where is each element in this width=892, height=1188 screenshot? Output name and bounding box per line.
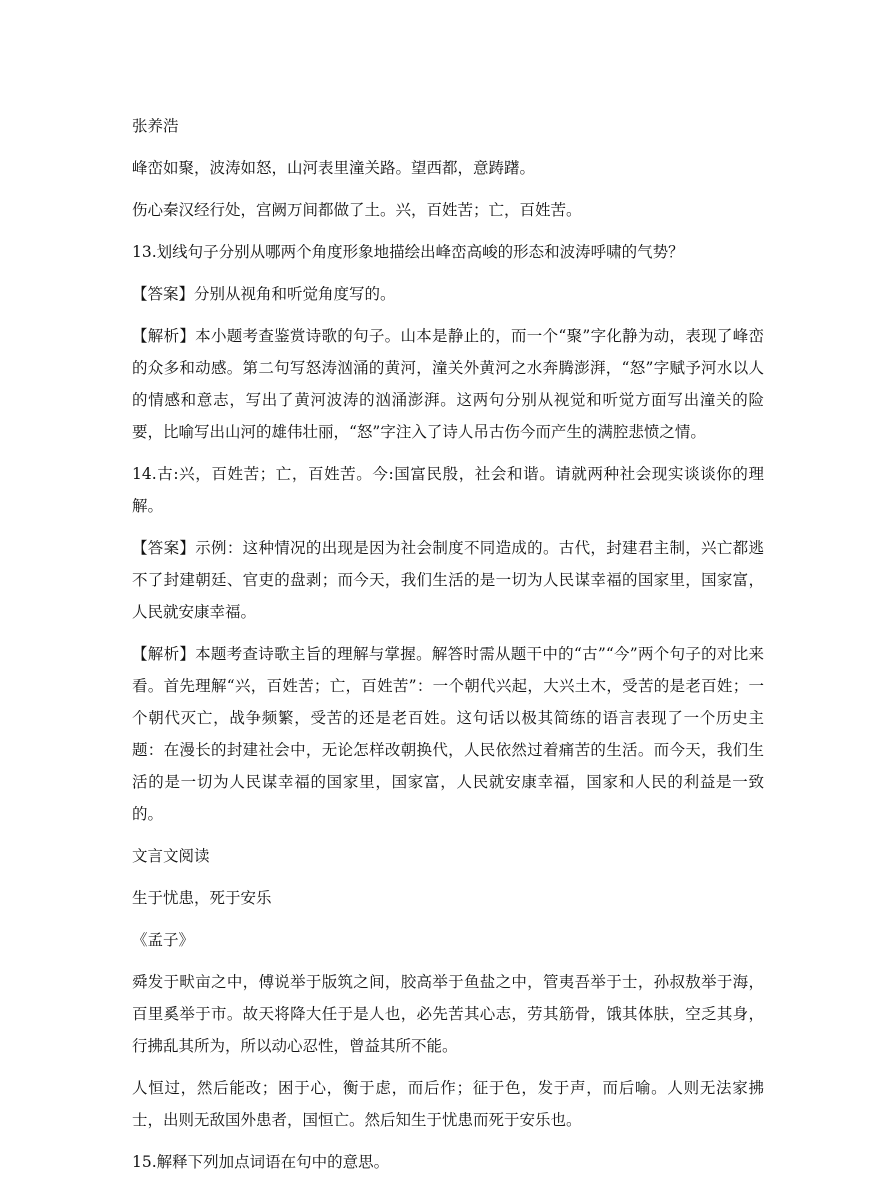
section-title: 文言文阅读 (132, 847, 210, 865)
question-15: 15.解释下列加点词语在句中的意思。 (132, 1153, 390, 1171)
analysis-tag: 【解析】 (132, 645, 196, 663)
poem-author: 张养浩 (132, 117, 179, 135)
text-source: 《孟子》 (132, 931, 195, 949)
analysis-13 (132, 320, 764, 448)
analysis-text: 本题考查诗歌主旨的理解与掌握。解答时需从题干中的“古”“今”两个句子的对比来看。首先理解“兴，百姓苦；亡，百姓苦”：一个朝代兴起，大兴土木，受苦的是老百姓；一个朝代灭亡，战争频繁，受苦的还是老百姓。这句话以极其简练的语言表现了一个历史主题：在漫长的封建社会中，无论怎样改朝换代，人民依然过着痛苦的生活。而今天，我们生活的是一切为人民谋幸福的国家里，国家富，人民就安康幸福，国家和人民的利益是一致的。 (132, 645, 764, 823)
analysis-tag: 【解析】 (132, 327, 196, 345)
answer-text: 分别从视角和听觉角度写的。 (194, 285, 396, 303)
text-paragraph: 人恒过，然后能改；困于心，衡于虑，而后作；征于色，发于声，而后喻。人则无法家拂士，出则无敌国外患者，国恒亡。然后知生于忧患而死于安乐也。 (132, 1079, 764, 1129)
answer-tag: 【答案】 (132, 539, 196, 557)
analysis-14 (132, 638, 764, 830)
question-13: 13.划线句子分别从哪两个角度形象地描绘出峰峦高峻的形态和波涛呼啸的气势？ (132, 243, 684, 261)
document-content (132, 110, 764, 1188)
answer-14 (132, 532, 764, 628)
poem-line: 峰峦如聚，波涛如怒，山河表里潼关路。望西都，意踌躇。 (132, 159, 536, 177)
poem-line: 伤心秦汉经行处，宫阙万间都做了土。兴，百姓苦；亡，百姓苦。 (132, 201, 582, 219)
answer-13 (132, 278, 764, 310)
text-title: 生于忧患，死于安乐 (132, 889, 272, 907)
question-14: 14.古:兴，百姓苦；亡，百姓苦。今:国富民殷，社会和谐。请就两种社会现实谈谈你的理解。 (132, 465, 764, 515)
text-paragraph: 舜发于畎亩之中，傅说举于版筑之间，胶高举于鱼盐之中，管夷吾举于士，孙叔敖举于海，百里奚举于市。故天将降大任于是人也，必先苦其心志，劳其筋骨，饿其体肤，空乏其身，行拂乱其所为，所以动心忍性，曾益其所不能。 (132, 973, 764, 1055)
answer-tag: 【答案】 (132, 285, 195, 303)
analysis-text: 本小题考查鉴赏诗歌的句子。山本是静止的，而一个“聚”字化静为动，表现了峰峦的众多和动感。第二句写怒涛汹涌的黄河，潼关外黄河之水奔腾澎湃，“怒”字赋予河水以人的情感和意志，写出了黄河波涛的汹涌澎湃。这两句分别从视觉和听觉方面写出潼关的险要，比喻写出山河的雄伟壮丽，“怒”字注入了诗人吊古伤今而产生的满腔悲愤之情。 (132, 327, 764, 441)
answer-text: 示例：这种情况的出现是因为社会制度不同造成的。古代，封建君主制，兴亡都逃不了封建朝廷、官吏的盘剥；而今天，我们生活的是一切为人民谋幸福的国家里，国家富，人民就安康幸福。 (132, 539, 764, 621)
